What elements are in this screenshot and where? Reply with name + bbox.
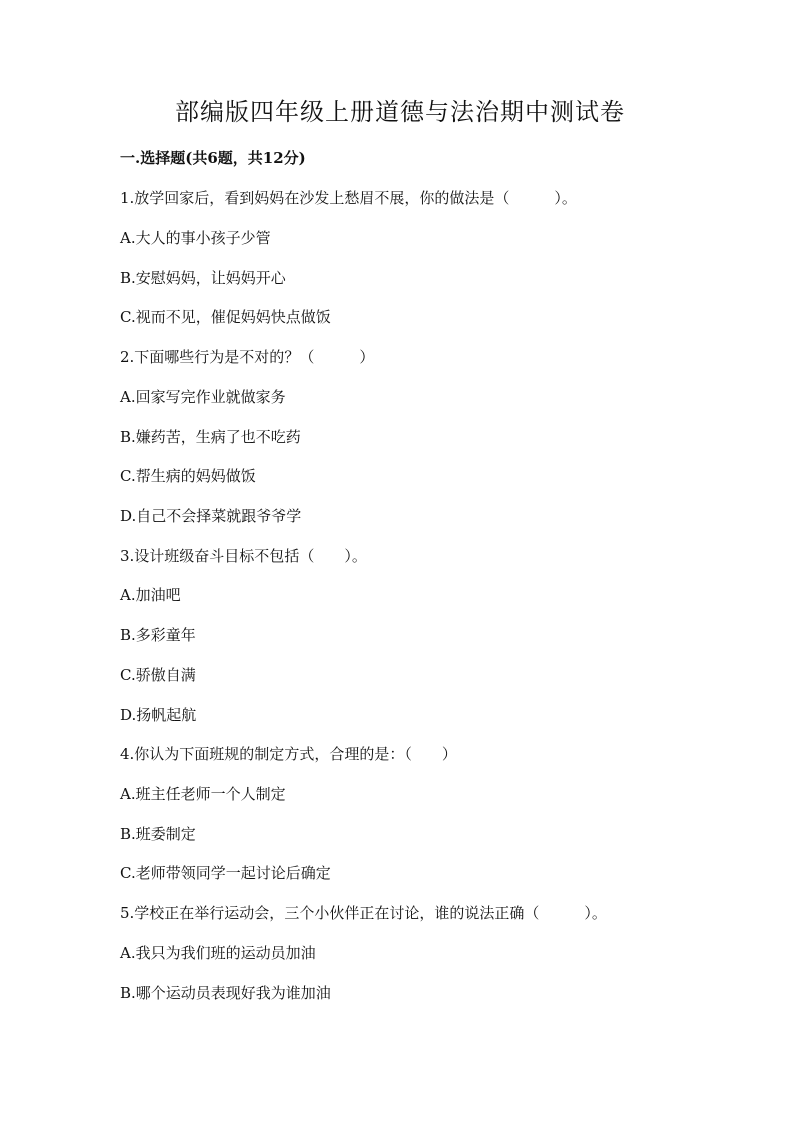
question-5-option-a: A.我只为我们班的运动员加油 <box>120 944 316 962</box>
question-3-option-c: C.骄傲自满 <box>120 666 196 684</box>
question-3-option-a: A.加油吧 <box>120 586 181 604</box>
question-3-option-b: B.多彩童年 <box>120 626 196 644</box>
question-2-option-b: B.嫌药苦，生病了也不吃药 <box>120 428 301 446</box>
question-5-option-b: B.哪个运动员表现好我为谁加油 <box>120 984 331 1002</box>
question-4-stem: 4.你认为下面班规的制定方式，合理的是：（ ） <box>120 745 457 763</box>
question-3-stem: 3.设计班级奋斗目标不包括（ ）。 <box>120 547 367 565</box>
question-1-option-b: B.安慰妈妈，让妈妈开心 <box>120 269 286 287</box>
question-5-stem: 5.学校正在举行运动会，三个小伙伴正在讨论，谁的说法正确（ ）。 <box>120 904 607 922</box>
section-heading: 一.选择题(共6题，共12分) <box>120 149 306 167</box>
question-2-option-a: A.回家写完作业就做家务 <box>120 388 286 406</box>
question-1-option-a: A.大人的事小孩子少管 <box>120 229 271 247</box>
question-2-stem: 2.下面哪些行为是不对的？（ ） <box>120 348 375 366</box>
question-4-option-b: B.班委制定 <box>120 825 196 843</box>
question-2-option-c: C.帮生病的妈妈做饭 <box>120 467 256 485</box>
question-4-option-c: C.老师带领同学一起讨论后确定 <box>120 864 331 882</box>
question-3-option-d: D.扬帆起航 <box>120 706 197 724</box>
page-title: 部编版四年级上册道德与法治期中测试卷 <box>175 98 625 126</box>
question-1-option-c: C.视而不见，催促妈妈快点做饭 <box>120 308 331 326</box>
question-4-option-a: A.班主任老师一个人制定 <box>120 785 286 803</box>
question-1-stem: 1.放学回家后，看到妈妈在沙发上愁眉不展，你的做法是（ ）。 <box>120 189 577 207</box>
question-2-option-d: D.自己不会择菜就跟爷爷学 <box>120 507 302 525</box>
